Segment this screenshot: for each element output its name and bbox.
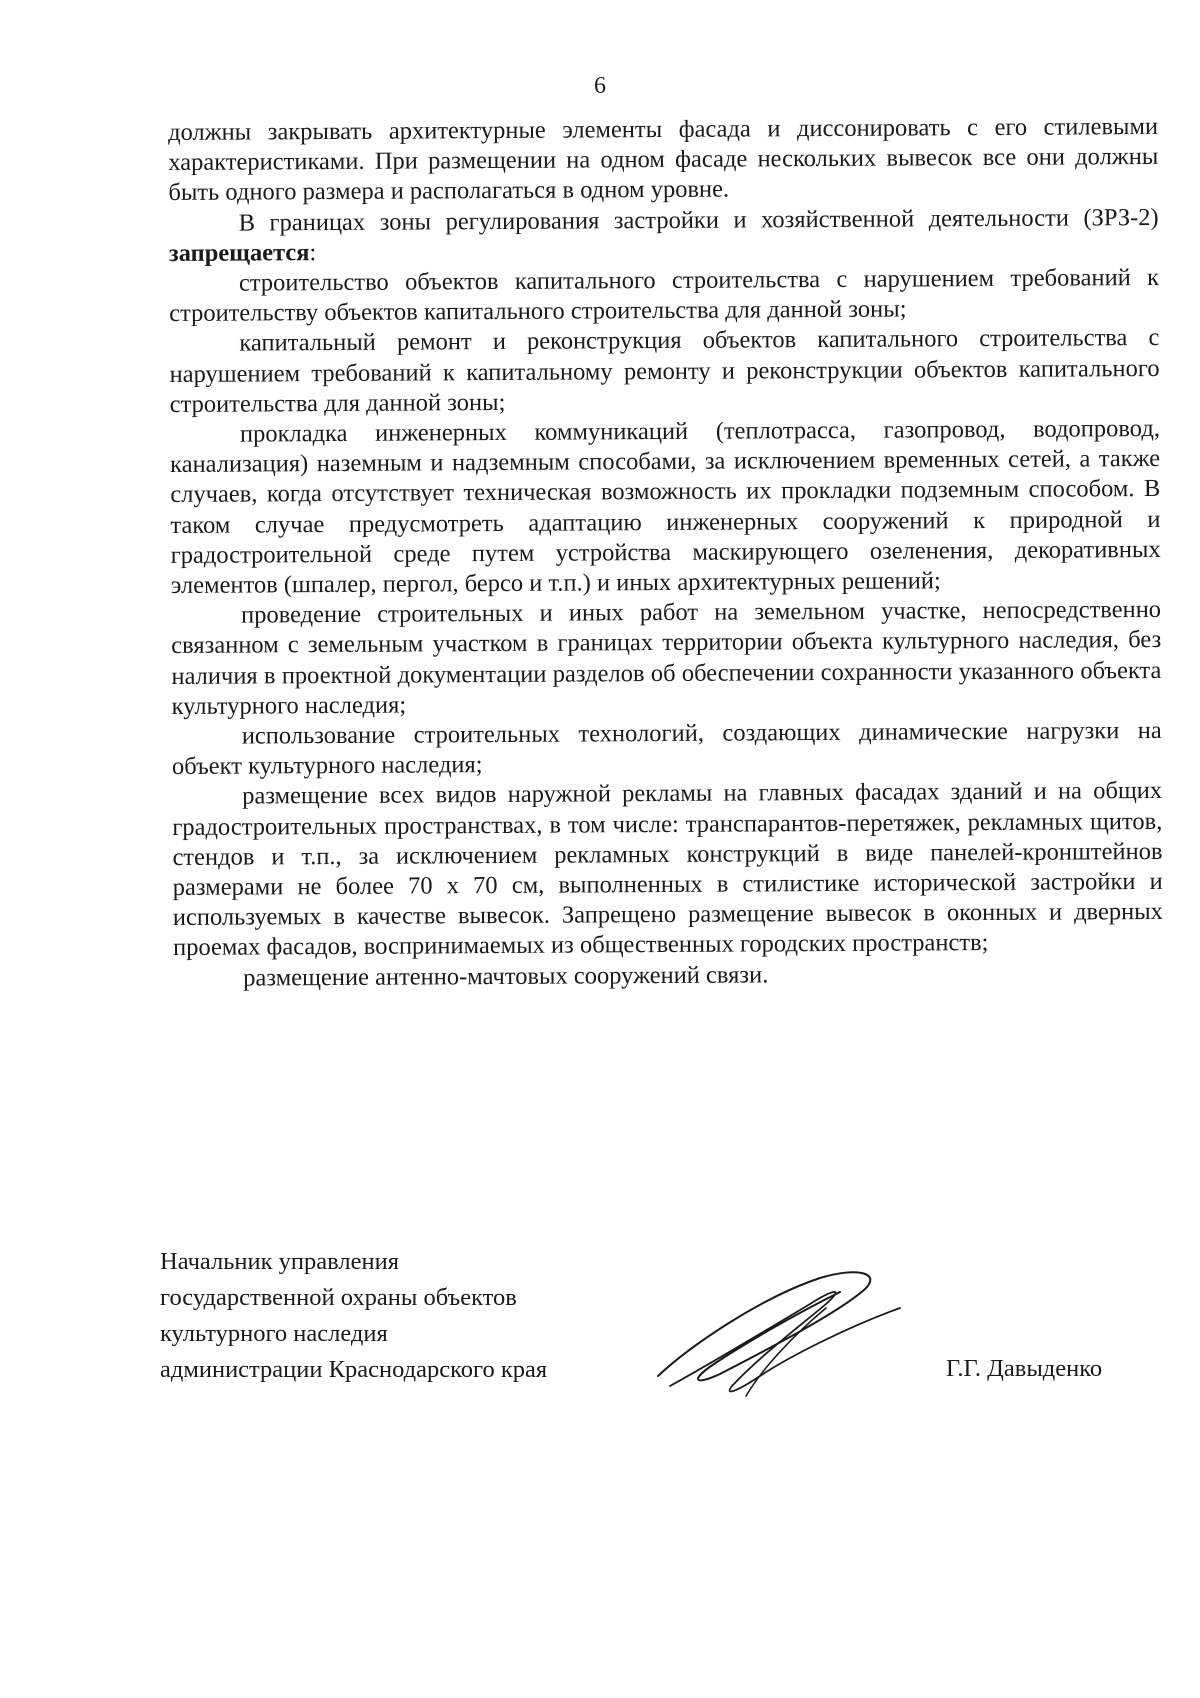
page-number: 6: [594, 73, 606, 99]
signatory-title-line: Начальник управления: [160, 1248, 399, 1275]
signatory-title-line: администрации Краснодарского края: [160, 1356, 548, 1383]
body-text: [168, 112, 1163, 994]
paragraph-facade-signs: должны закрывать архитектурные элементы фасада и диссонировать с его стилевыми характеристиками. При размещении на одном фасаде нескольких вывесок все они должны быть одного размера и располагаться в одном уровне.: [168, 112, 1159, 207]
prohibited-emphasis: запрещается: [168, 238, 310, 267]
signatory-title-block: [160, 1244, 547, 1388]
list-item-capital-repair: капитальный ремонт и реконструкция объектов капитального строительства с нарушением требований к капитальному ремонту и реконструкции объектов капитального строительства для данной зоны;: [169, 324, 1160, 418]
signatory-title-line: государственной охраны объектов: [160, 1284, 517, 1311]
signatory-title-line: культурного наследия: [160, 1320, 388, 1347]
list-item-engineering-utilities: прокладка инженерных коммуникаций (теплотрасса, газопровод, водопровод, канализация) наземным и надземным способами, за исключением временных сетей, а также случаев, когда отсутствует техническая возможность их прокладки подземным способом. В таком случае предусмотреть адаптацию инженерных сооружений к природной и градостроительной среде путем устройства маскирующего озеленения, декоративных элементов (шпалер, пергол, берсо и т.п.) и иных архитектурных решений;: [170, 414, 1161, 600]
list-item-dynamic-loads: использование строительных технологий, создающих динамические нагрузки на объект культурного наследия;: [171, 717, 1162, 781]
list-item-advertising: размещение всех видов наружной рекламы на главных фасадах зданий и на общих градостроительных пространствах, в том числе: транспарантов-перетяжек, рекламных щитов, стендов и т.п., за исключением рекламных конструкций в виде панелей-кронштейнов размерами не более 70 х 70 см, выполненных в стилистике исторической застройки и используемых в качестве вывесок. Запрещено размещение вывесок в оконных и дверных проемах фасадов, воспринимаемых из общественных городских пространств;: [172, 777, 1163, 962]
list-item-construction-works: проведение строительных и иных работ на земельном участке, непосредственно связанном с земельным участком в границах территории объекта культурного наследия, без наличия в проектной документации разделов об обеспечении сохранности указанного объекта культурного наследия;: [171, 596, 1162, 720]
zone-tail-text: :: [309, 238, 317, 266]
list-item-construction: строительство объектов капитального строительства с нарушением требований к строительству объектов капитального строительства для данной зоны;: [169, 263, 1160, 328]
handwritten-signature: [650, 1268, 910, 1408]
list-item-antenna-structures: размещение антенно-мачтовых сооружений связи.: [243, 961, 769, 992]
signatory-name: Г.Г. Давыденко: [946, 1355, 1103, 1382]
zone-lead-text: В границах зоны регулирования застройки и хозяйственной деятельности (ЗРЗ-2): [238, 203, 1159, 237]
paragraph-zone-prohibition: [169, 203, 1159, 269]
